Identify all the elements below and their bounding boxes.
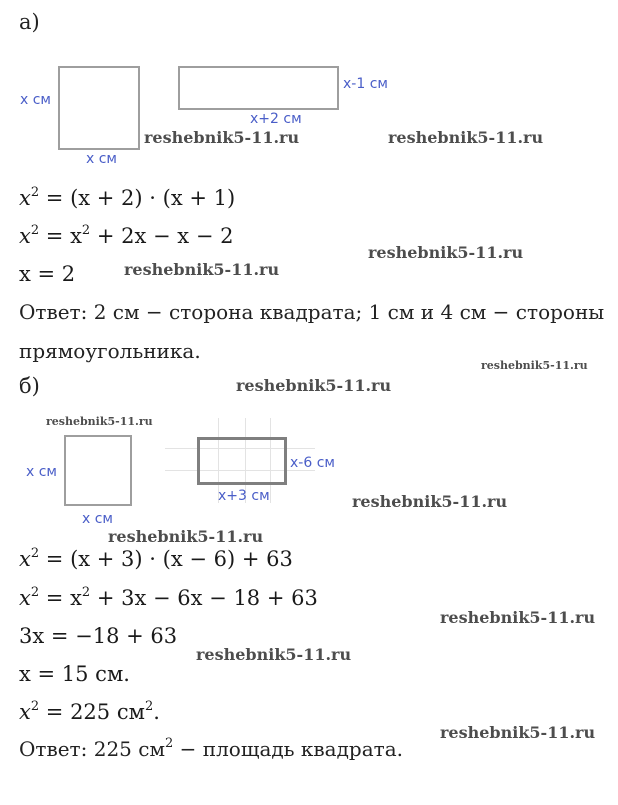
- watermark: reshebnik5-11.ru: [144, 128, 300, 147]
- answer-a-line-2: прямоугольника.: [19, 339, 201, 363]
- watermark: reshebnik5-11.ru: [440, 608, 596, 627]
- equation-a-2: $x^2 = x^2 + 2x - x - 2$: [19, 223, 234, 248]
- part-b-label: б): [19, 374, 40, 398]
- square-a-side-label: x см: [20, 92, 51, 108]
- equation-a-1: $x^2 = (x + 2) \cdot (x + 1)$: [19, 185, 236, 210]
- equation-b-4: x = 15 см.: [19, 662, 130, 686]
- square-b-side-label: x см: [26, 464, 57, 480]
- rectangle-figure-a: [178, 66, 339, 110]
- answer-a-line-1: Ответ: 2 см − сторона квадрата; 1 см и 4 см − стороны: [19, 300, 605, 324]
- watermark: reshebnik5-11.ru: [352, 492, 508, 511]
- watermark: reshebnik5-11.ru: [481, 359, 588, 372]
- part-a-label: а): [19, 10, 40, 34]
- watermark: reshebnik5-11.ru: [388, 128, 544, 147]
- equation-b-5: $x^2 = 225$ $см^2$.: [19, 699, 160, 724]
- rectangle-b-bottom-label: x+3 см: [218, 488, 270, 504]
- square-a-bottom-label: x см: [86, 151, 117, 167]
- equation-b-1: $x^2 = (x + 3) \cdot (x - 6) + 63$: [19, 546, 293, 571]
- watermark: reshebnik5-11.ru: [196, 645, 352, 664]
- rectangle-a-right-label: x-1 см: [343, 76, 388, 92]
- watermark: reshebnik5-11.ru: [46, 415, 153, 428]
- equation-b-2: $x^2 = x^2 + 3x - 6x - 18 + 63$: [19, 585, 318, 610]
- rectangle-a-bottom-label: x+2 см: [250, 111, 302, 127]
- watermark: reshebnik5-11.ru: [368, 243, 524, 262]
- rectangle-b-right-label: x-6 см: [290, 455, 335, 471]
- square-b-bottom-label: x см: [82, 511, 113, 527]
- equation-b-3: 3x = −18 + 63: [19, 624, 178, 648]
- equation-a-3: x = 2: [19, 262, 76, 286]
- watermark: reshebnik5-11.ru: [108, 527, 264, 546]
- rectangle-figure-b: [197, 437, 287, 485]
- square-figure-b: [64, 435, 132, 506]
- watermark: reshebnik5-11.ru: [124, 260, 280, 279]
- watermark: reshebnik5-11.ru: [440, 723, 596, 742]
- square-figure-a: [58, 66, 140, 150]
- answer-b: Ответ: 225 $см^2$ − площадь квадрата.: [19, 736, 403, 761]
- watermark: reshebnik5-11.ru: [236, 376, 392, 395]
